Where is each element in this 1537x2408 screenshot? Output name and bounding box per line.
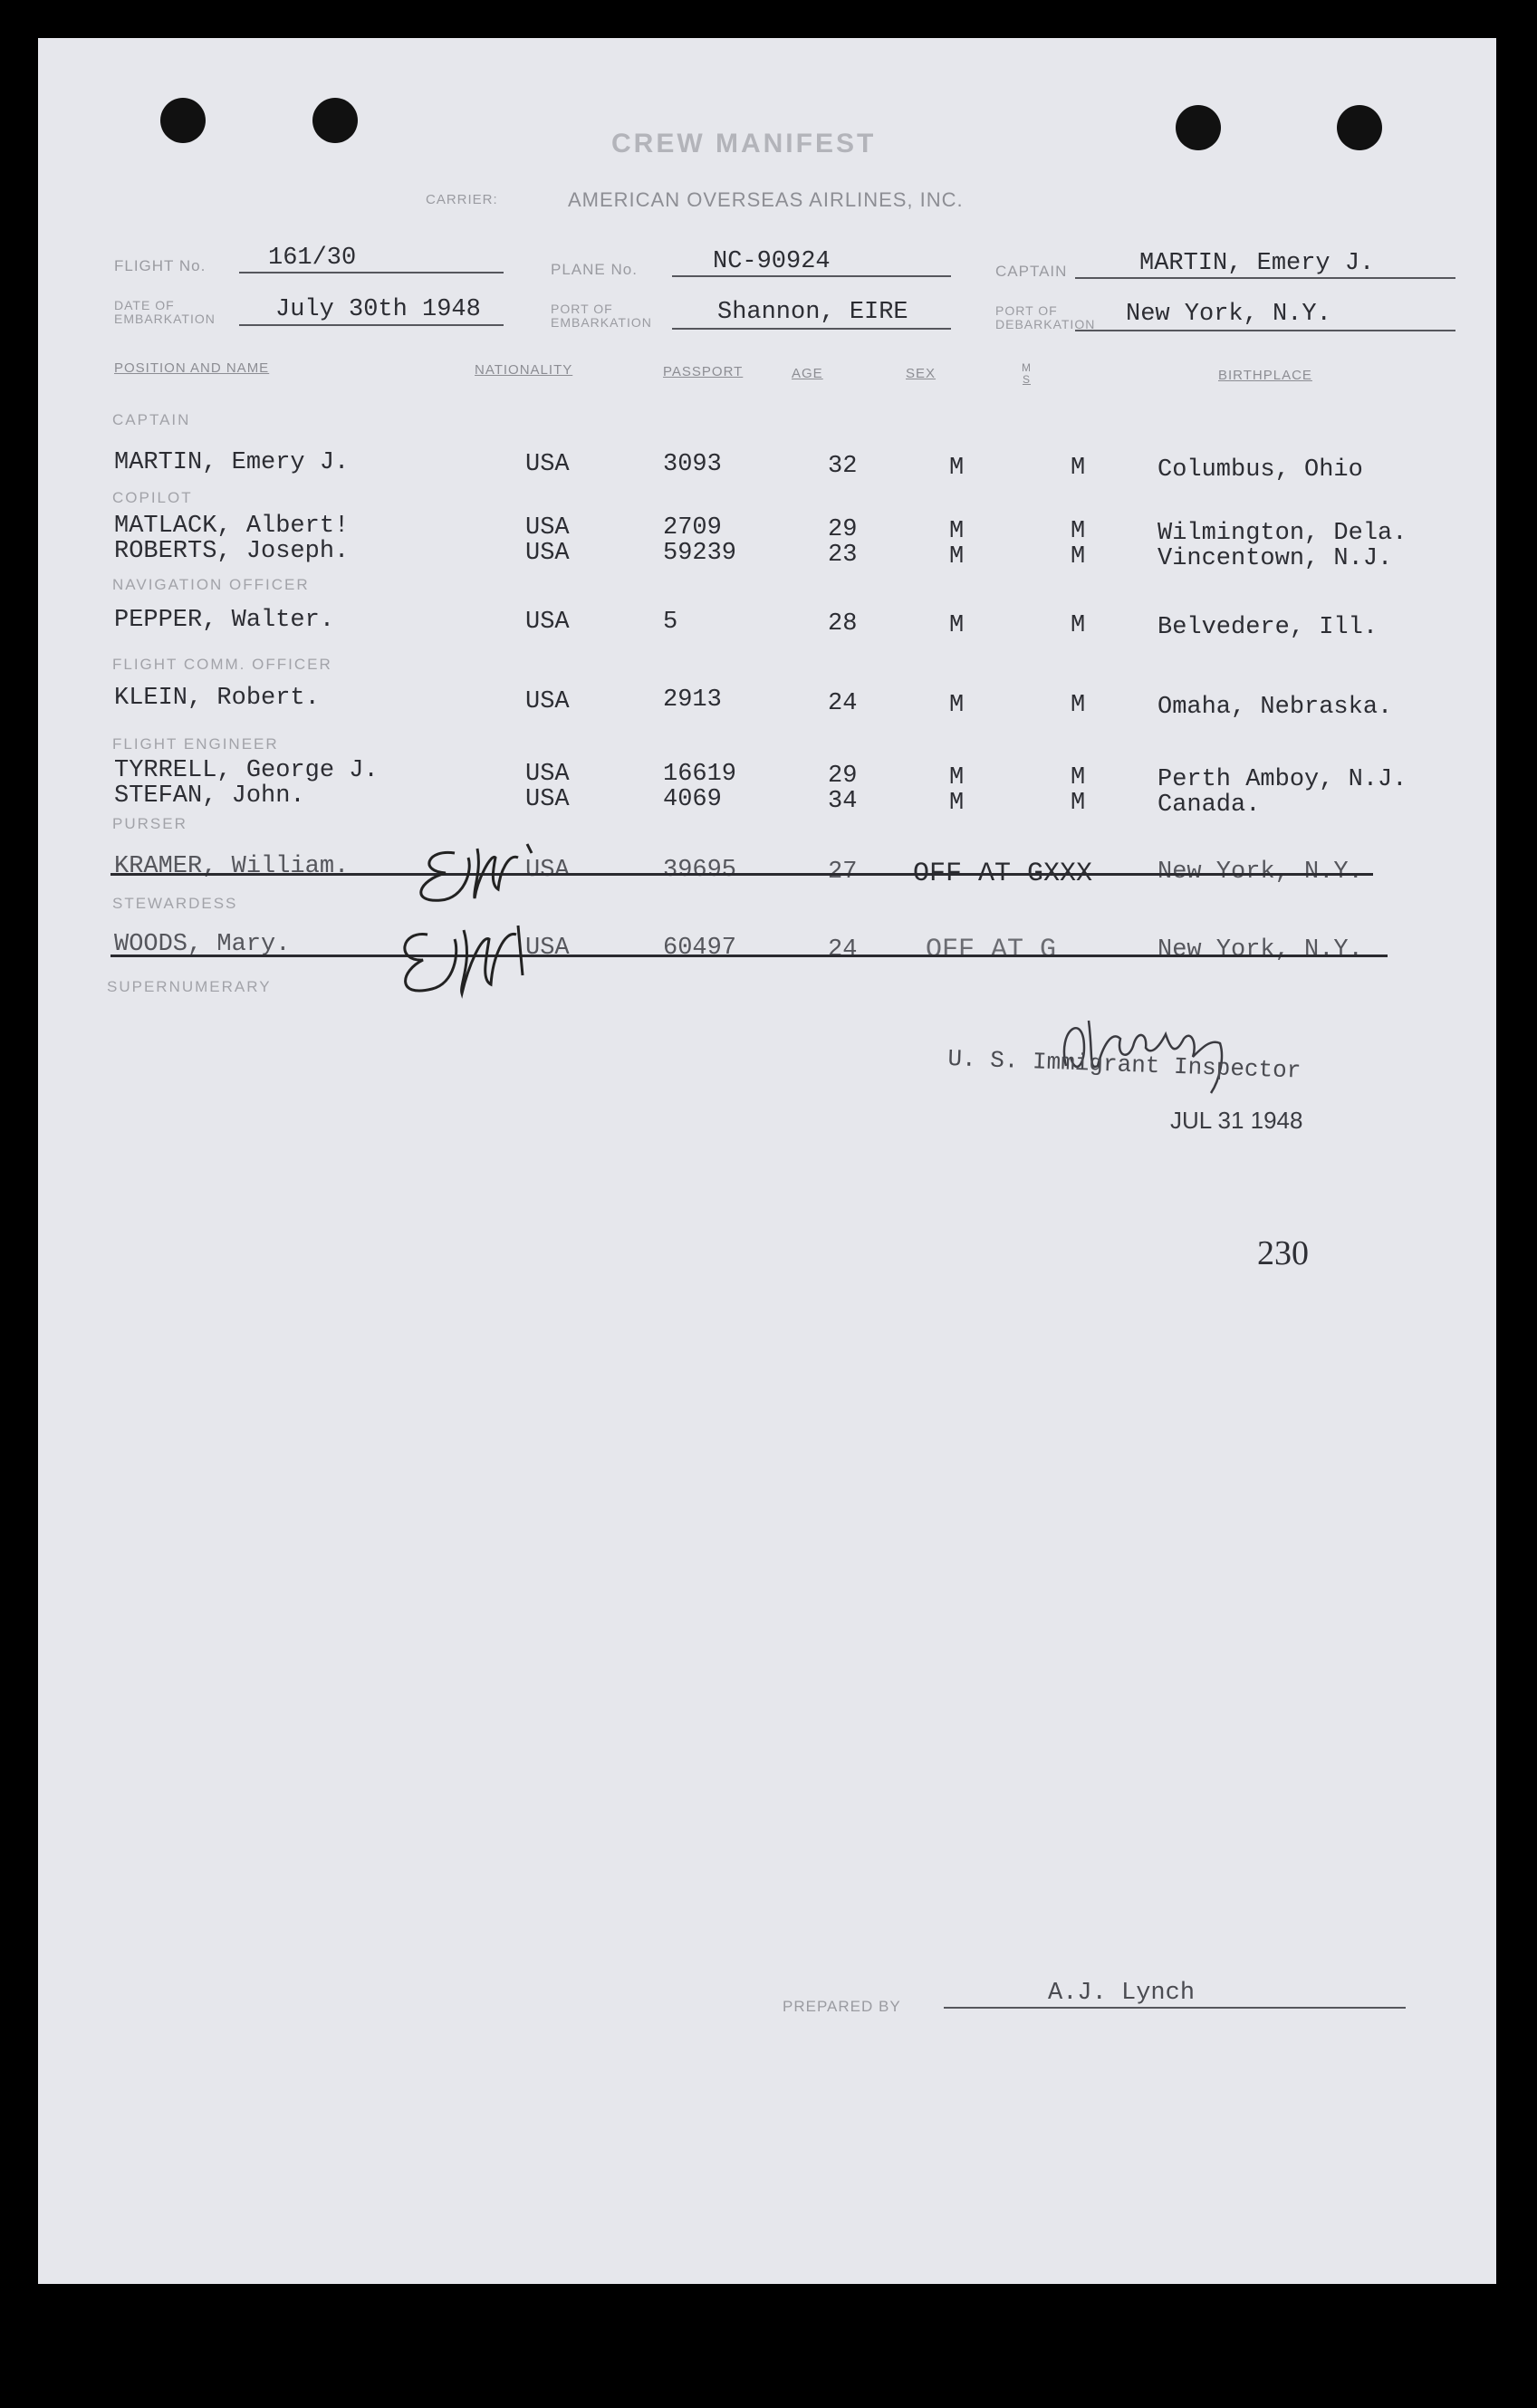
col-position-name: POSITION AND NAME xyxy=(114,360,270,376)
page-number: 230 xyxy=(1257,1234,1309,1272)
crew-age-struck: 27 xyxy=(828,859,858,886)
section-flight-comm: FLIGHT COMM. OFFICER xyxy=(112,656,332,673)
port-emb-label-line2: EMBARKATION xyxy=(551,315,652,330)
col-marital-m: M xyxy=(1022,361,1032,374)
crew-sex: M xyxy=(949,612,965,639)
section-flight-engineer: FLIGHT ENGINEER xyxy=(112,735,279,753)
crew-sex: M xyxy=(949,543,965,571)
port-emb-label xyxy=(551,302,652,330)
crew-sex: M xyxy=(949,518,965,545)
crew-age-struck: 24 xyxy=(828,936,858,964)
crew-nationality: USA xyxy=(525,514,570,542)
flight-no-label: FLIGHT No. xyxy=(114,257,207,274)
crew-age: 29 xyxy=(828,763,858,790)
crew-marital: M xyxy=(1071,764,1086,791)
strike-line xyxy=(110,955,1388,957)
crew-name: MATLACK, Albert! xyxy=(114,513,350,540)
crew-nationality: USA xyxy=(525,786,570,813)
port-dis-value: New York, N.Y. xyxy=(1126,301,1331,328)
crew-passport-struck: 60497 xyxy=(663,935,737,962)
crew-birthplace-struck: New York, N.Y. xyxy=(1158,936,1363,964)
col-marital-s: S xyxy=(1022,373,1031,386)
date-label-line1: DATE OF xyxy=(114,298,175,312)
crew-birthplace: Vincentown, N.J. xyxy=(1158,545,1393,572)
crew-age: 29 xyxy=(828,516,858,543)
carrier-name: AMERICAN OVERSEAS AIRLINES, INC. xyxy=(568,188,964,211)
crew-name: STEFAN, John. xyxy=(114,782,305,810)
punch-hole xyxy=(1176,105,1221,150)
crew-passport-struck: 39695 xyxy=(663,857,737,884)
date-value: July 30th 1948 xyxy=(275,296,481,323)
crew-name: MARTIN, Emery J. xyxy=(114,449,350,476)
crew-passport: 2913 xyxy=(663,686,722,714)
prepared-by-label: PREPARED BY xyxy=(783,1998,901,2015)
col-passport: PASSPORT xyxy=(663,364,744,379)
punch-hole xyxy=(1337,105,1382,150)
flight-no-value: 161/30 xyxy=(268,245,357,272)
captain-value: MARTIN, Emery J. xyxy=(1139,250,1375,277)
page-title: CREW MANIFEST xyxy=(611,129,877,158)
crew-marital: M xyxy=(1071,455,1086,482)
port-dis-underline xyxy=(1075,330,1455,331)
crew-age: 34 xyxy=(828,788,858,815)
crew-passport: 59239 xyxy=(663,540,737,567)
crew-nationality-struck: USA xyxy=(525,857,570,884)
section-purser: PURSER xyxy=(112,815,187,832)
crew-age: 24 xyxy=(828,690,858,717)
port-dis-label xyxy=(995,304,1095,331)
crew-marital: M xyxy=(1071,612,1086,639)
crew-name: ROBERTS, Joseph. xyxy=(114,538,350,565)
crew-birthplace: Columbus, Ohio xyxy=(1158,456,1363,484)
inspector-signature xyxy=(1048,993,1302,1102)
crew-birthplace: Perth Amboy, N.J. xyxy=(1158,766,1407,793)
crew-passport: 4069 xyxy=(663,786,722,813)
strike-line xyxy=(110,873,1373,876)
crew-marital: M xyxy=(1071,543,1086,571)
crew-marital: M xyxy=(1071,692,1086,719)
crew-sex: M xyxy=(949,764,965,791)
section-supernumerary: SUPERNUMERARY xyxy=(107,978,272,995)
date-underline xyxy=(239,324,504,326)
crew-name-struck: WOODS, Mary. xyxy=(114,931,291,958)
crew-birthplace: Belvedere, Ill. xyxy=(1158,614,1378,641)
prepared-by-value: A.J. Lynch xyxy=(1048,1980,1196,2007)
inspector-date-stamp: JUL 31 1948 xyxy=(1170,1107,1303,1134)
crew-birthplace: Canada. xyxy=(1158,791,1261,819)
manifest-page xyxy=(38,38,1496,2284)
section-captain: CAPTAIN xyxy=(112,411,191,428)
crew-sex: M xyxy=(949,455,965,482)
crew-nationality-struck: USA xyxy=(525,935,570,962)
crew-passport: 16619 xyxy=(663,761,737,788)
col-birthplace: BIRTHPLACE xyxy=(1218,368,1312,383)
port-dis-label-line1: PORT OF xyxy=(995,303,1058,318)
section-copilot: COPILOT xyxy=(112,489,193,506)
crew-sex: M xyxy=(949,790,965,817)
crew-passport: 5 xyxy=(663,609,678,636)
crew-birthplace: Omaha, Nebraska. xyxy=(1158,694,1393,721)
crew-marital: M xyxy=(1071,518,1086,545)
inspector-title: U. S. Immigrant Inspector xyxy=(946,1045,1302,1085)
port-emb-value: Shannon, EIRE xyxy=(717,299,908,326)
crew-birthplace-struck: New York, N.Y. xyxy=(1158,859,1363,886)
punch-hole xyxy=(312,98,358,143)
crew-name: TYRRELL, George J. xyxy=(114,757,379,784)
date-label xyxy=(114,299,216,326)
port-emb-underline xyxy=(672,328,951,330)
crew-sex: M xyxy=(949,692,965,719)
prepared-by-underline xyxy=(944,2007,1406,2009)
crew-nationality: USA xyxy=(525,609,570,636)
crew-name-struck: KRAMER, William. xyxy=(114,853,350,880)
plane-no-label: PLANE No. xyxy=(551,261,638,278)
captain-underline xyxy=(1075,277,1455,279)
crew-nationality: USA xyxy=(525,540,570,567)
crew-status-off: OFF AT G xyxy=(926,935,1057,965)
plane-no-value: NC-90924 xyxy=(713,248,831,275)
crew-name: PEPPER, Walter. xyxy=(114,607,335,634)
initials-signature xyxy=(391,817,572,1007)
crew-birthplace: Wilmington, Dela. xyxy=(1158,520,1407,547)
crew-nationality: USA xyxy=(525,688,570,715)
crew-passport: 2709 xyxy=(663,514,722,542)
crew-marital: M xyxy=(1071,790,1086,817)
crew-nationality: USA xyxy=(525,761,570,788)
crew-name: KLEIN, Robert. xyxy=(114,685,320,712)
plane-no-underline xyxy=(672,275,951,277)
port-emb-label-line1: PORT OF xyxy=(551,302,613,316)
crew-age: 28 xyxy=(828,610,858,638)
crew-status-off: OFF AT GXXX xyxy=(913,859,1093,889)
flight-no-underline xyxy=(239,272,504,273)
col-age: AGE xyxy=(792,366,823,381)
captain-label: CAPTAIN xyxy=(995,263,1068,280)
punch-hole xyxy=(160,98,206,143)
col-nationality: NATIONALITY xyxy=(475,362,573,378)
col-marital xyxy=(1022,362,1032,386)
date-label-line2: EMBARKATION xyxy=(114,312,216,326)
col-sex: SEX xyxy=(906,366,937,381)
section-navigation: NAVIGATION OFFICER xyxy=(112,576,310,593)
crew-nationality: USA xyxy=(525,451,570,478)
section-stewardess: STEWARDESS xyxy=(112,895,238,912)
port-dis-label-line2: DEBARKATION xyxy=(995,317,1096,331)
crew-age: 23 xyxy=(828,542,858,569)
crew-passport: 3093 xyxy=(663,451,722,478)
crew-age: 32 xyxy=(828,453,858,480)
carrier-label: CARRIER: xyxy=(426,192,498,207)
